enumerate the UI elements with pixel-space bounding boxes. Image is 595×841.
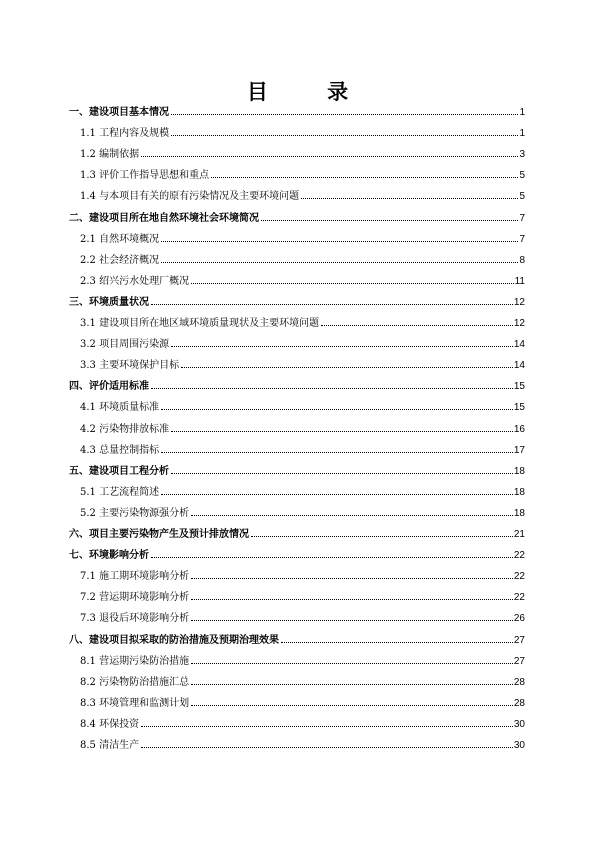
toc-entry-label: 8.1 营运期污染防治措施 bbox=[80, 655, 190, 667]
toc-entry-label: 1.2 编制依据 bbox=[80, 149, 140, 161]
toc-entry[interactable] bbox=[80, 400, 525, 414]
toc-entry[interactable] bbox=[80, 316, 525, 330]
toc-entry-label: 一、建设项目基本情况 bbox=[69, 107, 169, 118]
toc-entry-page-number: 18 bbox=[513, 486, 525, 498]
toc-entry[interactable] bbox=[69, 633, 525, 647]
dot-leader bbox=[191, 620, 513, 621]
dot-leader bbox=[191, 599, 513, 600]
toc-entry[interactable] bbox=[80, 337, 525, 351]
toc-entry-page-number: 7 bbox=[519, 212, 525, 224]
toc-entry[interactable] bbox=[80, 253, 525, 267]
toc-entry-page-number: 14 bbox=[513, 360, 525, 372]
toc-entry-page-number: 22 bbox=[513, 571, 525, 583]
dot-leader bbox=[261, 220, 518, 221]
toc-entry-page-number: 7 bbox=[519, 233, 525, 245]
toc-entry-page-number: 8 bbox=[519, 254, 525, 266]
toc-entry[interactable] bbox=[80, 422, 525, 436]
dot-leader bbox=[281, 642, 513, 643]
dot-leader bbox=[161, 241, 518, 242]
toc-entry-label: 七、环境影响分析 bbox=[69, 550, 149, 562]
toc-entry-page-number: 12 bbox=[513, 296, 525, 308]
toc-entry-page-number: 30 bbox=[513, 718, 525, 730]
dot-leader bbox=[301, 198, 518, 199]
toc-entry[interactable] bbox=[80, 654, 525, 668]
toc-entry-page-number: 26 bbox=[513, 613, 525, 625]
toc-entry[interactable] bbox=[69, 105, 525, 119]
toc-entry[interactable] bbox=[69, 548, 525, 562]
dot-leader bbox=[141, 156, 518, 157]
toc-entry[interactable] bbox=[80, 675, 525, 689]
toc-entry-label: 4.3 总量控制指标 bbox=[80, 444, 160, 456]
dot-leader bbox=[191, 515, 513, 516]
dot-leader bbox=[161, 452, 513, 453]
dot-leader bbox=[161, 262, 518, 263]
toc-entry-page-number: 1 bbox=[519, 128, 525, 140]
toc-entry[interactable] bbox=[80, 590, 525, 604]
toc-entry-label: 8.5 清洁生产 bbox=[80, 740, 140, 751]
toc-entry[interactable] bbox=[69, 379, 525, 393]
toc-entry-label: 五、建设项目工程分析 bbox=[69, 465, 169, 477]
toc-entry-page-number: 3 bbox=[519, 149, 525, 161]
toc-entry-label: 4.2 污染物排放标准 bbox=[80, 423, 170, 435]
dot-leader bbox=[191, 705, 513, 706]
dot-leader bbox=[171, 473, 513, 474]
toc-entry[interactable] bbox=[80, 126, 525, 140]
toc-entry-label: 8.4 环保投资 bbox=[80, 718, 140, 730]
toc-entry[interactable] bbox=[80, 168, 525, 182]
toc-entry[interactable] bbox=[80, 717, 525, 731]
toc-entry[interactable] bbox=[80, 358, 525, 372]
toc-entry-page-number: 28 bbox=[513, 697, 525, 709]
toc-entry-label: 3.3 主要环境保护目标 bbox=[80, 360, 180, 372]
toc-entry-label: 3.2 项目周围污染源 bbox=[80, 339, 170, 351]
toc-entry-label: 2.3 绍兴污水处理厂概况 bbox=[80, 275, 190, 287]
toc-entry-page-number: 27 bbox=[513, 634, 525, 646]
toc-entry-label: 3.1 建设项目所在地区域环境质量现状及主要环境问题 bbox=[80, 318, 320, 329]
toc-entry-label: 7.1 施工期环境影响分析 bbox=[80, 571, 190, 583]
toc-entry-label: 7.2 营运期环境影响分析 bbox=[80, 592, 190, 604]
toc-entry[interactable] bbox=[80, 274, 525, 288]
toc-entry[interactable] bbox=[80, 189, 525, 203]
toc-entry-page-number: 14 bbox=[513, 339, 525, 351]
toc-entry-page-number: 22 bbox=[513, 592, 525, 604]
dot-leader bbox=[191, 663, 513, 664]
toc-entry-page-number: 27 bbox=[513, 655, 525, 667]
toc-entry-page-number: 30 bbox=[513, 740, 525, 751]
dot-leader bbox=[191, 283, 514, 284]
toc-entry-label: 四、评价适用标准 bbox=[69, 381, 149, 393]
toc-entry-label: 1.4 与本项目有关的原有污染情况及主要环境问题 bbox=[80, 191, 300, 203]
toc-entry-label: 8.2 污染物防治措施汇总 bbox=[80, 676, 190, 688]
toc-entry[interactable] bbox=[80, 738, 525, 752]
dot-leader bbox=[141, 747, 513, 748]
toc-entry-page-number: 15 bbox=[513, 381, 525, 393]
dot-leader bbox=[151, 388, 513, 389]
toc-entry-label: 5.2 主要污染物源强分析 bbox=[80, 507, 190, 519]
toc-entry[interactable] bbox=[80, 506, 525, 520]
toc-entry-label: 8.3 环境管理和监测计划 bbox=[80, 697, 190, 709]
toc-entry-page-number: 15 bbox=[513, 402, 525, 414]
toc-entry-page-number: 16 bbox=[513, 423, 525, 435]
toc-entry-page-number: 18 bbox=[513, 507, 525, 519]
toc-entry-label: 5.1 工艺流程简述 bbox=[80, 486, 160, 498]
toc-entry[interactable] bbox=[80, 611, 525, 625]
toc-entry-page-number: 18 bbox=[513, 465, 525, 477]
dot-leader bbox=[211, 177, 518, 178]
toc-entry-page-number: 11 bbox=[514, 275, 525, 287]
toc-entry[interactable] bbox=[69, 464, 525, 478]
toc-entry[interactable] bbox=[80, 147, 525, 161]
toc-entry[interactable] bbox=[80, 696, 525, 710]
toc-entry-page-number: 17 bbox=[513, 444, 525, 456]
dot-leader bbox=[151, 304, 513, 305]
toc-entry-label: 7.3 退役后环境影响分析 bbox=[80, 613, 190, 625]
toc-entry[interactable] bbox=[80, 232, 525, 246]
toc-entry[interactable] bbox=[80, 569, 525, 583]
dot-leader bbox=[171, 431, 513, 432]
toc-entry[interactable] bbox=[69, 527, 525, 541]
toc-entry-label: 二、建设项目所在地自然环境社会环境简况 bbox=[69, 212, 259, 224]
toc-entry-page-number: 22 bbox=[513, 550, 525, 562]
toc-entry-label: 2.2 社会经济概况 bbox=[80, 254, 160, 266]
toc-entry-label: 1.3 评价工作指导思想和重点 bbox=[80, 170, 210, 182]
dot-leader bbox=[171, 114, 518, 115]
toc-entry-page-number: 28 bbox=[513, 676, 525, 688]
toc-entry-label: 六、项目主要污染物产生及预计排放情况 bbox=[69, 529, 249, 540]
toc-entry-label: 八、建设项目拟采取的防治措施及预期治理效果 bbox=[69, 634, 279, 646]
dot-leader bbox=[191, 578, 513, 579]
toc-entry[interactable] bbox=[80, 443, 525, 457]
toc-entry-label: 4.1 环境质量标准 bbox=[80, 402, 160, 414]
toc-entry[interactable] bbox=[80, 485, 525, 499]
toc-entry-page-number: 5 bbox=[519, 191, 525, 203]
dot-leader bbox=[141, 726, 513, 727]
dot-leader bbox=[181, 367, 513, 368]
toc-entry-label: 三、环境质量状况 bbox=[69, 296, 149, 308]
dot-leader bbox=[171, 135, 518, 136]
toc-entry-page-number: 21 bbox=[513, 529, 525, 540]
dot-leader bbox=[321, 325, 513, 326]
dot-leader bbox=[171, 346, 513, 347]
toc-entry-page-number: 1 bbox=[519, 107, 525, 118]
toc-title: 目 录 bbox=[246, 80, 375, 104]
toc-entry-page-number: 5 bbox=[519, 170, 525, 182]
dot-leader bbox=[251, 536, 513, 537]
toc-entry[interactable] bbox=[69, 211, 525, 225]
toc-entry-label: 1.1 工程内容及规模 bbox=[80, 128, 170, 140]
toc-entry-label: 2.1 自然环境概况 bbox=[80, 233, 160, 245]
dot-leader bbox=[151, 557, 513, 558]
dot-leader bbox=[191, 684, 513, 685]
dot-leader bbox=[161, 494, 513, 495]
toc-entry-page-number: 12 bbox=[513, 318, 525, 329]
toc-entry[interactable] bbox=[69, 295, 525, 309]
dot-leader bbox=[161, 409, 513, 410]
